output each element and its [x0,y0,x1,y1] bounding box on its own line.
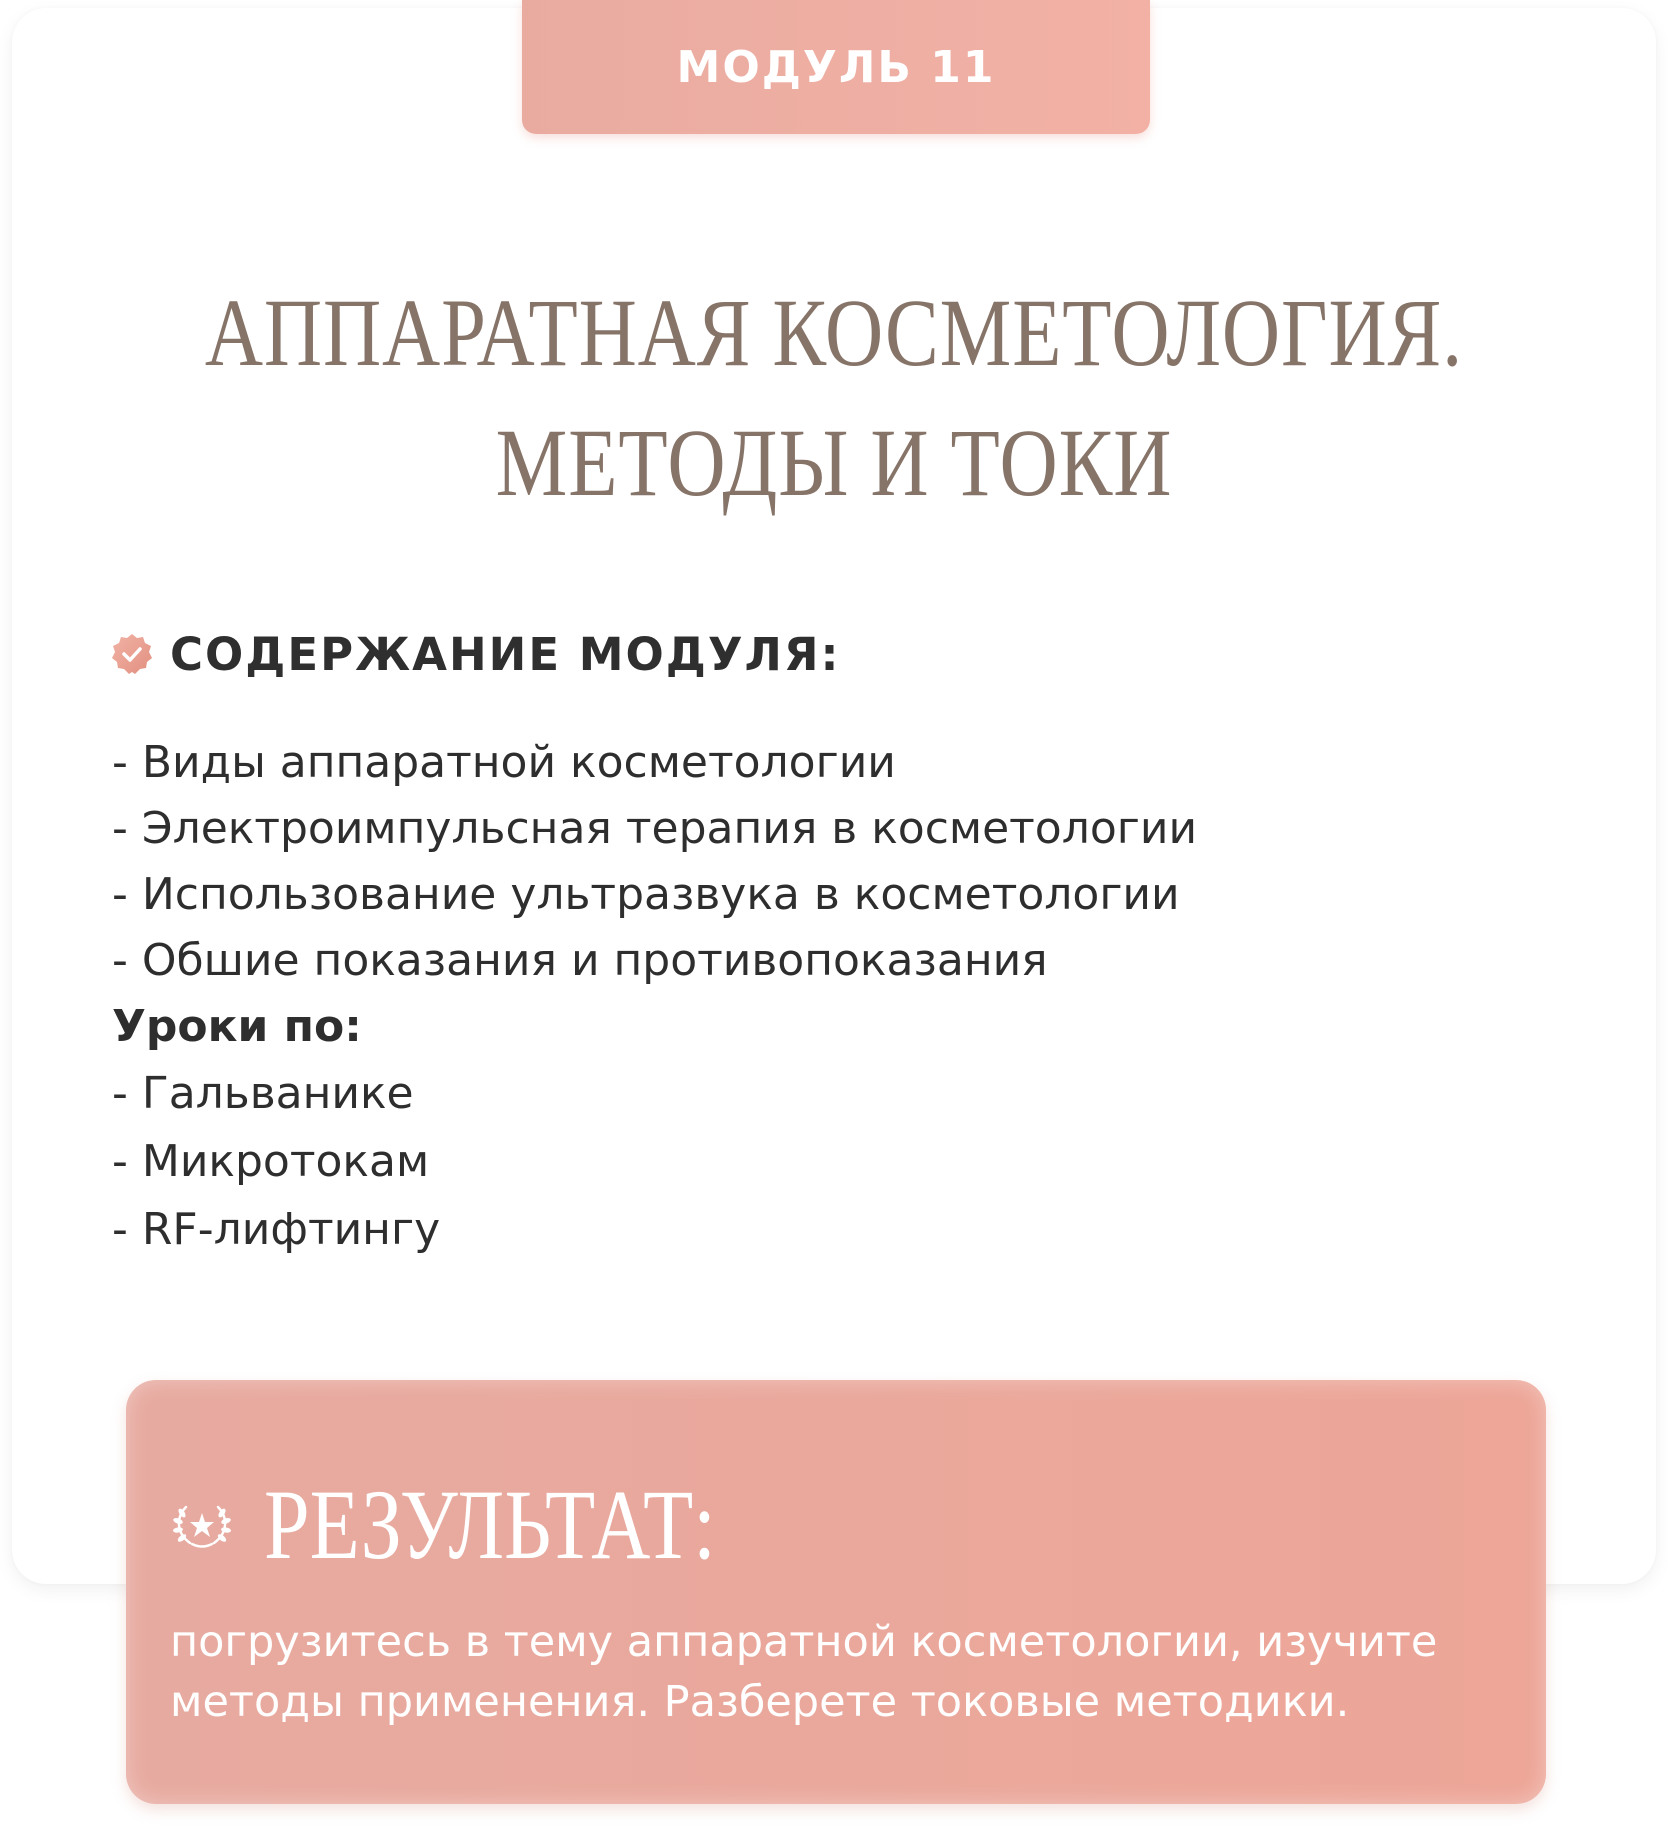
result-description: погрузитесь в тему аппаратной косметологии, изучите методы применения. Разберете токовые методики. [170,1617,1438,1727]
badge-check-icon [110,632,154,676]
lessons-heading: Уроки по: [112,1001,362,1052]
lesson-item: - Микротокам [112,1136,430,1187]
topic-item: - Обшие показания и противопоказания [112,935,1048,986]
lesson-item: - RF-лифтингу [112,1204,441,1255]
contents-list [112,730,1512,1264]
laurel-star-icon [170,1499,234,1551]
module-title-line-1: АППАРАТНАЯ КОСМЕТОЛОГИЯ. [204,279,1464,386]
module-title [133,268,1534,528]
result-heading [170,1470,815,1580]
topic-item: - Электроимпульсная терапия в косметологии [112,803,1198,854]
module-badge-label: МОДУЛЬ 11 [676,41,996,93]
result-heading-label: РЕЗУЛЬТАТ: [264,1469,716,1580]
lesson-item: - Гальванике [112,1068,414,1119]
topic-item: - Виды аппаратной косметологии [112,737,896,788]
module-badge [522,0,1150,134]
contents-heading [110,622,841,686]
module-title-line-2: МЕТОДЫ И ТОКИ [495,409,1173,516]
topic-item: - Использование ультразвука в косметологии [112,869,1180,920]
result-panel [126,1380,1546,1804]
contents-heading-label: СОДЕРЖАНИЕ МОДУЛЯ: [170,627,841,681]
